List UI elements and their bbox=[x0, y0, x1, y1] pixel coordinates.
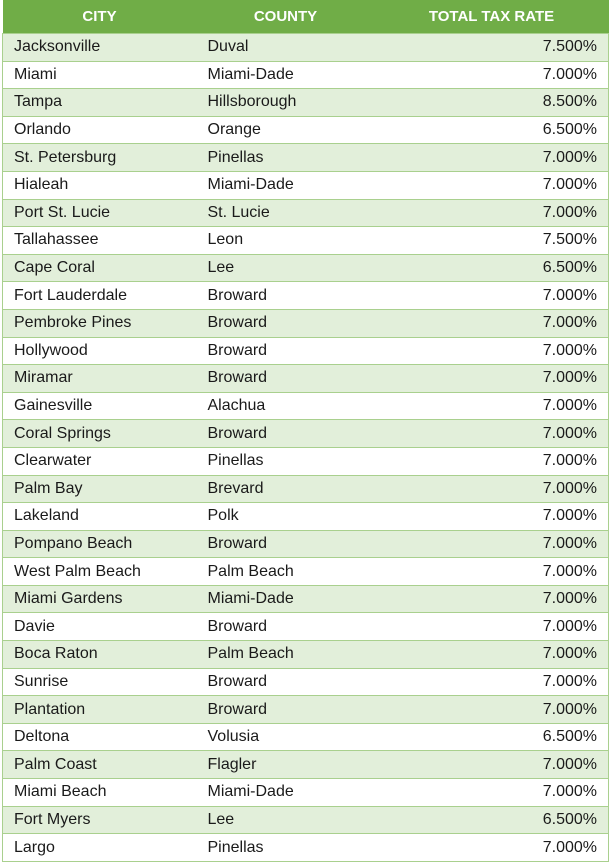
cell-rate: 7.000% bbox=[375, 392, 609, 420]
cell-rate: 6.500% bbox=[375, 806, 609, 834]
cell-rate: 7.000% bbox=[375, 834, 609, 862]
table-row bbox=[3, 61, 609, 89]
cell-rate: 7.000% bbox=[375, 199, 609, 227]
cell-rate: 7.000% bbox=[375, 337, 609, 365]
cell-county: Pinellas bbox=[197, 834, 375, 862]
cell-county: Palm Beach bbox=[197, 558, 375, 586]
cell-rate: 7.500% bbox=[375, 227, 609, 255]
cell-county: Miami-Dade bbox=[197, 585, 375, 613]
cell-rate: 7.000% bbox=[375, 475, 609, 503]
table-row bbox=[3, 34, 609, 62]
cell-county: Broward bbox=[197, 696, 375, 724]
table-row bbox=[3, 116, 609, 144]
cell-city: Gainesville bbox=[3, 392, 197, 420]
header-county: COUNTY bbox=[197, 0, 375, 34]
cell-county: Pinellas bbox=[197, 447, 375, 475]
cell-city: Miami bbox=[3, 61, 197, 89]
table-row bbox=[3, 779, 609, 807]
table-row bbox=[3, 309, 609, 337]
cell-city: Pompano Beach bbox=[3, 530, 197, 558]
table-row bbox=[3, 475, 609, 503]
cell-rate: 7.000% bbox=[375, 282, 609, 310]
table-row bbox=[3, 668, 609, 696]
header-total-tax-rate: TOTAL TAX RATE bbox=[375, 0, 609, 34]
cell-city: Miramar bbox=[3, 365, 197, 393]
cell-county: Leon bbox=[197, 227, 375, 255]
cell-city: Boca Raton bbox=[3, 641, 197, 669]
table-row bbox=[3, 503, 609, 531]
table-row bbox=[3, 365, 609, 393]
table-header bbox=[3, 0, 609, 34]
cell-rate: 7.000% bbox=[375, 420, 609, 448]
cell-county: Brevard bbox=[197, 475, 375, 503]
cell-city: Largo bbox=[3, 834, 197, 862]
cell-rate: 7.000% bbox=[375, 779, 609, 807]
cell-city: Fort Lauderdale bbox=[3, 282, 197, 310]
cell-city: Jacksonville bbox=[3, 34, 197, 62]
table-row bbox=[3, 530, 609, 558]
cell-city: St. Petersburg bbox=[3, 144, 197, 172]
cell-city: Sunrise bbox=[3, 668, 197, 696]
cell-city: Lakeland bbox=[3, 503, 197, 531]
table-row bbox=[3, 834, 609, 862]
cell-rate: 7.500% bbox=[375, 34, 609, 62]
cell-rate: 7.000% bbox=[375, 61, 609, 89]
table-body bbox=[3, 34, 609, 862]
table-row bbox=[3, 144, 609, 172]
cell-county: Miami-Dade bbox=[197, 779, 375, 807]
cell-county: Pinellas bbox=[197, 144, 375, 172]
table-row bbox=[3, 558, 609, 586]
cell-rate: 7.000% bbox=[375, 641, 609, 669]
table-row bbox=[3, 227, 609, 255]
cell-city: Deltona bbox=[3, 723, 197, 751]
cell-county: Duval bbox=[197, 34, 375, 62]
cell-rate: 7.000% bbox=[375, 144, 609, 172]
cell-county: Lee bbox=[197, 254, 375, 282]
cell-city: Tampa bbox=[3, 89, 197, 117]
cell-county: Broward bbox=[197, 530, 375, 558]
tax-rate-table bbox=[2, 0, 609, 862]
cell-county: St. Lucie bbox=[197, 199, 375, 227]
table-row bbox=[3, 392, 609, 420]
header-city: CITY bbox=[3, 0, 197, 34]
cell-rate: 7.000% bbox=[375, 696, 609, 724]
cell-county: Palm Beach bbox=[197, 641, 375, 669]
header-row bbox=[3, 0, 609, 34]
table-row bbox=[3, 420, 609, 448]
table-row bbox=[3, 585, 609, 613]
cell-county: Volusia bbox=[197, 723, 375, 751]
cell-city: Coral Springs bbox=[3, 420, 197, 448]
cell-city: Cape Coral bbox=[3, 254, 197, 282]
table-row bbox=[3, 806, 609, 834]
cell-city: Fort Myers bbox=[3, 806, 197, 834]
table-row bbox=[3, 89, 609, 117]
cell-city: Palm Coast bbox=[3, 751, 197, 779]
table-row bbox=[3, 282, 609, 310]
cell-county: Miami-Dade bbox=[197, 171, 375, 199]
cell-city: Clearwater bbox=[3, 447, 197, 475]
cell-rate: 7.000% bbox=[375, 558, 609, 586]
cell-rate: 7.000% bbox=[375, 613, 609, 641]
cell-rate: 7.000% bbox=[375, 171, 609, 199]
cell-rate: 7.000% bbox=[375, 365, 609, 393]
cell-county: Broward bbox=[197, 668, 375, 696]
cell-city: Palm Bay bbox=[3, 475, 197, 503]
cell-county: Lee bbox=[197, 806, 375, 834]
cell-rate: 6.500% bbox=[375, 254, 609, 282]
cell-county: Alachua bbox=[197, 392, 375, 420]
cell-rate: 7.000% bbox=[375, 530, 609, 558]
table-row bbox=[3, 254, 609, 282]
table-row bbox=[3, 641, 609, 669]
cell-county: Polk bbox=[197, 503, 375, 531]
cell-city: Miami Beach bbox=[3, 779, 197, 807]
cell-city: Plantation bbox=[3, 696, 197, 724]
cell-city: Davie bbox=[3, 613, 197, 641]
cell-county: Hillsborough bbox=[197, 89, 375, 117]
table-row bbox=[3, 199, 609, 227]
cell-rate: 7.000% bbox=[375, 585, 609, 613]
cell-city: Hialeah bbox=[3, 171, 197, 199]
cell-county: Broward bbox=[197, 282, 375, 310]
table-row bbox=[3, 171, 609, 199]
table-row bbox=[3, 337, 609, 365]
cell-rate: 8.500% bbox=[375, 89, 609, 117]
cell-rate: 6.500% bbox=[375, 723, 609, 751]
cell-city: Pembroke Pines bbox=[3, 309, 197, 337]
table-row bbox=[3, 696, 609, 724]
cell-county: Flagler bbox=[197, 751, 375, 779]
table-row bbox=[3, 723, 609, 751]
cell-county: Broward bbox=[197, 309, 375, 337]
cell-city: West Palm Beach bbox=[3, 558, 197, 586]
cell-rate: 7.000% bbox=[375, 751, 609, 779]
cell-rate: 7.000% bbox=[375, 447, 609, 475]
tax-rate-table-container bbox=[2, 0, 608, 862]
cell-city: Orlando bbox=[3, 116, 197, 144]
table-row bbox=[3, 447, 609, 475]
cell-city: Tallahassee bbox=[3, 227, 197, 255]
cell-county: Orange bbox=[197, 116, 375, 144]
cell-county: Broward bbox=[197, 613, 375, 641]
cell-county: Broward bbox=[197, 337, 375, 365]
cell-city: Port St. Lucie bbox=[3, 199, 197, 227]
cell-county: Broward bbox=[197, 365, 375, 393]
cell-rate: 7.000% bbox=[375, 503, 609, 531]
cell-rate: 7.000% bbox=[375, 668, 609, 696]
table-row bbox=[3, 613, 609, 641]
cell-county: Miami-Dade bbox=[197, 61, 375, 89]
cell-city: Miami Gardens bbox=[3, 585, 197, 613]
cell-rate: 7.000% bbox=[375, 309, 609, 337]
cell-county: Broward bbox=[197, 420, 375, 448]
cell-rate: 6.500% bbox=[375, 116, 609, 144]
table-row bbox=[3, 751, 609, 779]
cell-city: Hollywood bbox=[3, 337, 197, 365]
